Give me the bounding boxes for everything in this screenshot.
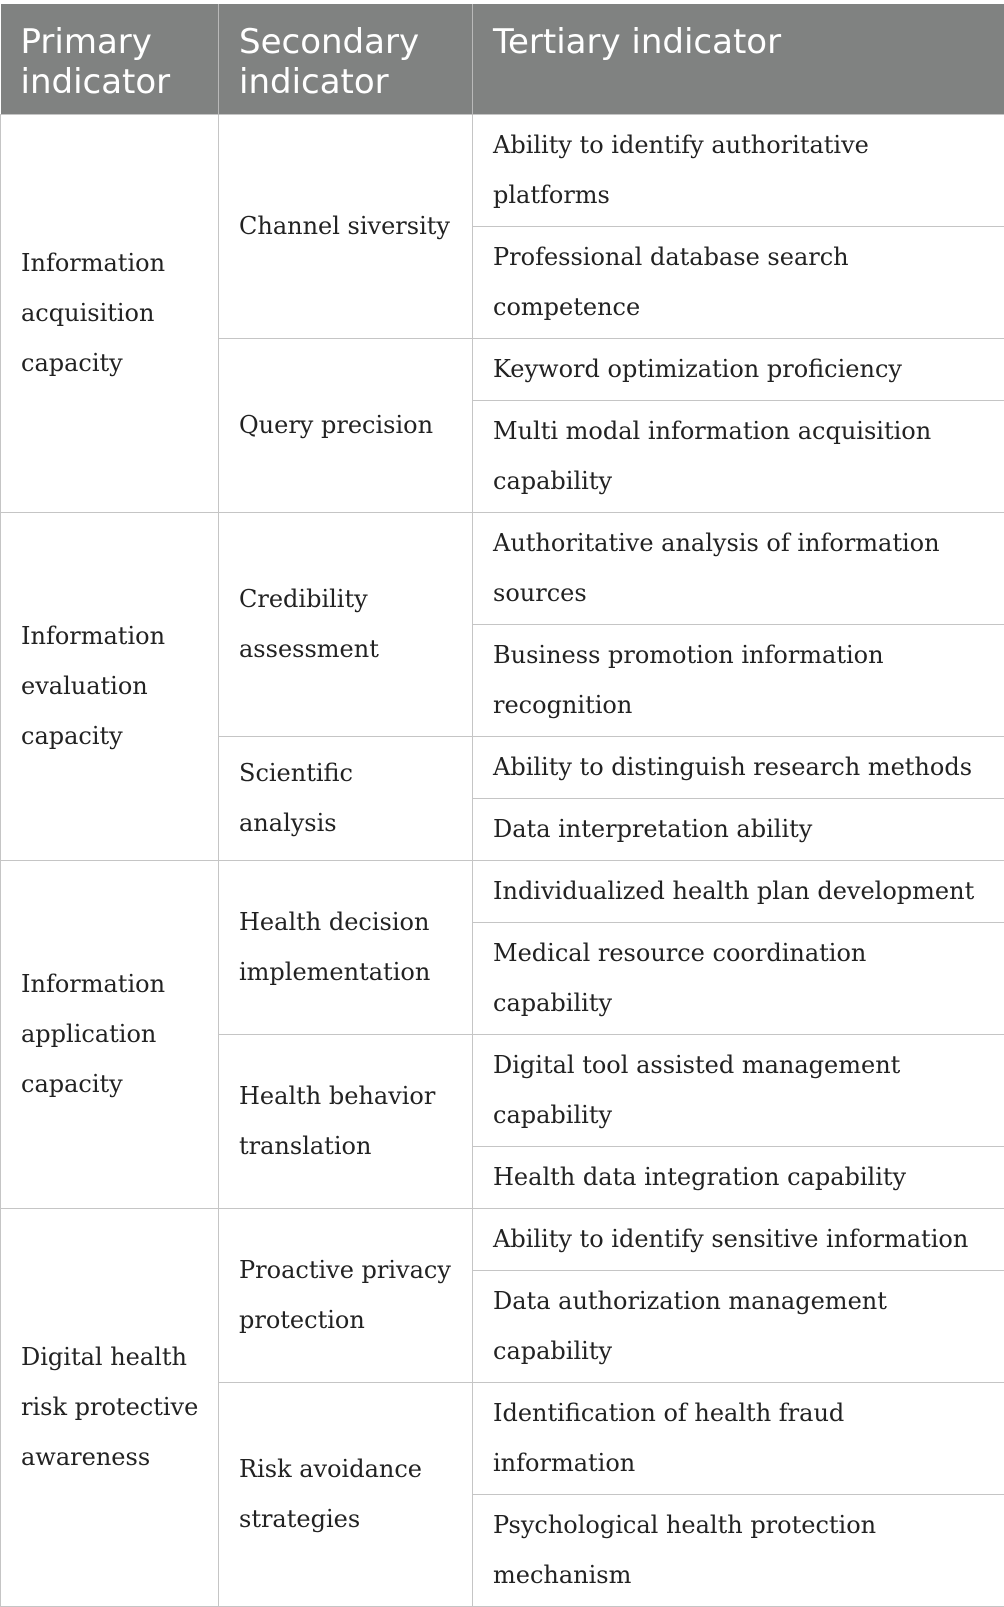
table-header: [1, 4, 1004, 115]
secondary-indicator-cell: Query precision: [219, 339, 473, 513]
tertiary-indicator-cell: Ability to distinguish research methods: [473, 737, 1004, 799]
tertiary-indicator-cell: Psychological health protection mechanism: [473, 1495, 1004, 1607]
tertiary-indicator-cell: Authoritative analysis of information sources: [473, 513, 1004, 625]
primary-indicator-cell: Information evaluation capacity: [1, 513, 219, 861]
header-secondary-indicator: Secondary indicator: [219, 4, 473, 115]
indicator-table: [0, 4, 1004, 1607]
tertiary-indicator-cell: Multi modal information acquisition capability: [473, 401, 1004, 513]
secondary-indicator-cell: Credibility assessment: [219, 513, 473, 737]
table-body: [1, 115, 1004, 1607]
secondary-indicator-cell: Channel siversity: [219, 115, 473, 339]
tertiary-indicator-cell: Professional database search competence: [473, 227, 1004, 339]
secondary-indicator-cell: Scientific analysis: [219, 737, 473, 861]
tertiary-indicator-cell: Business promotion information recognition: [473, 625, 1004, 737]
secondary-indicator-cell: Risk avoidance strategies: [219, 1383, 473, 1607]
tertiary-indicator-cell: Medical resource coordination capability: [473, 923, 1004, 1035]
tertiary-indicator-cell: Identification of health fraud information: [473, 1383, 1004, 1495]
table-row: [1, 115, 1004, 227]
header-row: [1, 4, 1004, 115]
tertiary-indicator-cell: Data interpretation ability: [473, 799, 1004, 861]
header-tertiary-indicator: Tertiary indicator: [473, 4, 1004, 115]
primary-indicator-cell: Digital health risk protective awareness: [1, 1209, 219, 1607]
header-primary-indicator: Primary indicator: [1, 4, 219, 115]
tertiary-indicator-cell: Ability to identify authoritative platforms: [473, 115, 1004, 227]
tertiary-indicator-cell: Individualized health plan development: [473, 861, 1004, 923]
tertiary-indicator-cell: Ability to identify sensitive information: [473, 1209, 1004, 1271]
table-row: [1, 513, 1004, 625]
secondary-indicator-cell: Proactive privacy protection: [219, 1209, 473, 1383]
table-row: [1, 861, 1004, 923]
secondary-indicator-cell: Health decision implementation: [219, 861, 473, 1035]
tertiary-indicator-cell: Data authorization management capability: [473, 1271, 1004, 1383]
tertiary-indicator-cell: Digital tool assisted management capability: [473, 1035, 1004, 1147]
secondary-indicator-cell: Health behavior translation: [219, 1035, 473, 1209]
primary-indicator-cell: Information application capacity: [1, 861, 219, 1209]
tertiary-indicator-cell: Keyword optimization proficiency: [473, 339, 1004, 401]
tertiary-indicator-cell: Health data integration capability: [473, 1147, 1004, 1209]
table-row: [1, 1209, 1004, 1271]
primary-indicator-cell: Information acquisition capacity: [1, 115, 219, 513]
